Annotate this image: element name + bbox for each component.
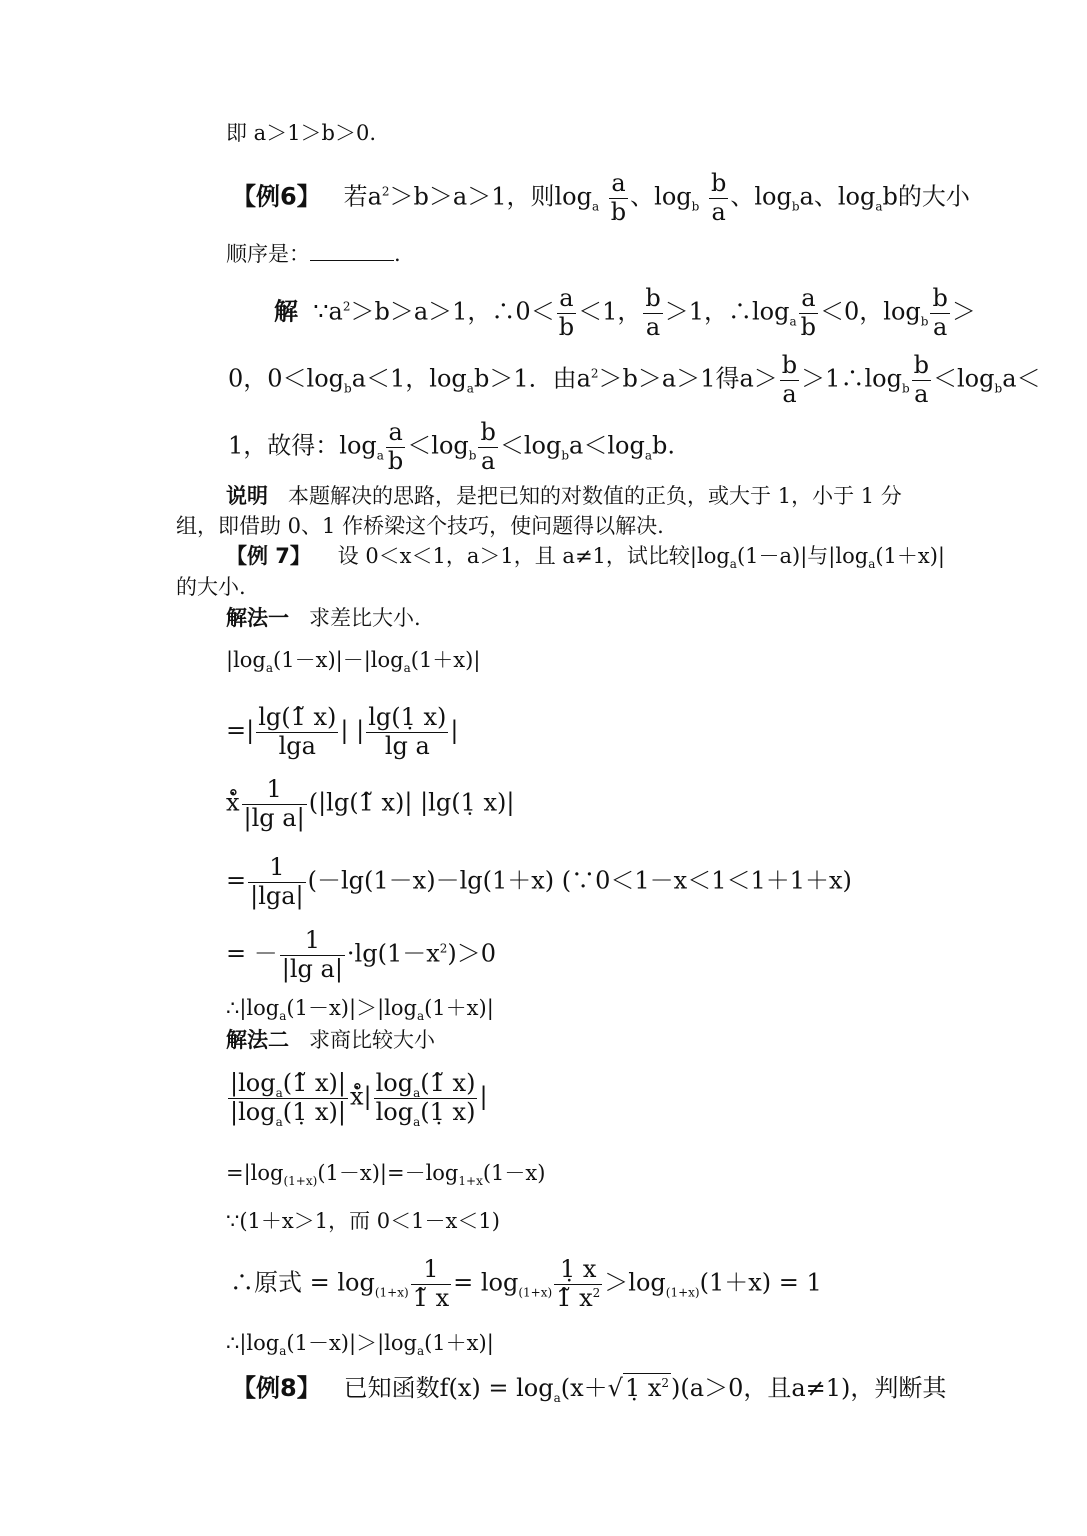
- solution-label: 解: [274, 297, 298, 326]
- method-1-expr-5: = － $\frac{1}{\text{|lg a|}}$ $\cdot\lg(1-x^2)>0$: [226, 926, 497, 983]
- answer-blank: [310, 244, 394, 261]
- sqrt-sign-icon: √: [607, 1374, 623, 1402]
- method-2-reason: ∵(1＋x＞1，而 0＜1－x＜1): [226, 1209, 500, 1233]
- example-7-statement: 【例 7】 设 0＜x＜1，a＞1，且 a≠1，试比较$|\log_a(1-a)|$与$|\log_a(1+x)|$: [226, 544, 946, 572]
- method-1-label: 解法一: [226, 606, 289, 630]
- method-1-expr-1: $|\log_a(1-x)|-|\log_a(1+x)|$: [226, 648, 481, 676]
- example-7-line-2: 的大小.: [176, 575, 246, 599]
- method-1-heading: 解法一 求差比大小.: [226, 606, 421, 630]
- fraction-a-over-b: $\frac{a}{b}$: [610, 169, 627, 226]
- method-2-conclusion: $\therefore|\log_a(1-x)|>|\log_a(1+x)|$: [226, 1331, 494, 1359]
- example-6-label: 【例6】: [232, 182, 321, 211]
- example-6-statement: 【例6】 若$a^2>b>a>1$，则$\log_a$ $\frac{a}{b}$ 、$\log_b$ $\frac{b}{a}$ 、$\log_ba$、$\log_ab$的大小: [232, 169, 970, 226]
- note-label: 说明: [226, 484, 268, 508]
- note-line-1: 说明 本题解决的思路，是把已知的对数值的正负，或大于 1，小于 1 分: [226, 484, 902, 508]
- example-8-statement: 【例8】 已知函数$f(x) = \log_a(x+√1̣$ $x^2)(a>0$，且a≠1)，判断其: [232, 1374, 947, 1405]
- method-2-label: 解法二: [226, 1028, 289, 1052]
- method-1-expr-3: ẋ̊ $\frac{1}{\text{|lg a|}}$ (|lg(1̃ x)| |lg(1̣ x)|: [226, 775, 515, 832]
- fraction-b-over-a: $\frac{b}{a}$: [710, 169, 727, 226]
- text-line-1: 即 a＞1＞b＞0.: [226, 121, 377, 145]
- method-2-expr-2: $=|\log_{(1+x)}(1-x)|=-\log_{1+x}(1-x)$: [226, 1161, 546, 1189]
- method-1-expr-2: =| $\frac{\lg(1̃ x)}{\lg a}$ | | $\frac{\lg(1̣ x)}{\text{lg a}}$ |: [226, 703, 459, 760]
- method-1-expr-4: = $\frac{1}{|\lg a|}$ (－lg(1－x)－lg(1＋x) (∵0＜1－x＜1＜1＋1＋x): [226, 853, 852, 910]
- solution-6-line-2: 0，$0<\log_ba<1$，$\log_ab>1$．由$a^2>b>a>1$得a＞ $\frac{b}{a}$ $>1\therefore\log_b$ $\frac{b}{a}$ $<\log_ba<$: [228, 351, 1041, 408]
- solution-6-line-1: 解 $\because a^2>b>a>1$，∴0＜ $\frac{a}{b}$ ＜1， $\frac{b}{a}$ ＞1，$\therefore\log_a$ $\frac{a}{b}$ ＜0，$\log_b$ $\frac{b}{a}$ ＞: [274, 284, 976, 341]
- example-7-label: 【例 7】: [226, 544, 311, 568]
- example-6-order-line: 顺序是： .: [226, 242, 401, 266]
- method-2-expr-1: $\frac{|\log_a(1̃ x)|}{|\log_a(1̣ x)|}$ ẋ̊| $\frac{\log_a(1̃ x)}{\log_a(1̣ x)}$ |: [230, 1069, 488, 1129]
- note-line-2: 组，即借助 0、1 作桥梁这个技巧，使问题得以解决.: [176, 514, 664, 538]
- solution-6-line-3: 1，故得：$\log_a$ $\frac{a}{b}$ $<\log_b$ $\frac{b}{a}$ $<\log_ba<\log_ab$.: [228, 418, 675, 475]
- method-2-expr-3: ∴原式 = $\log_{(1+x)}$ $\frac{1}{1̃ x}$ = $\log_{(1+x)}$ $\frac{1̣ x}{1̃ x^2}$ $>\log_{(1+x)}(1+x) = 1$: [230, 1255, 822, 1312]
- method-1-conclusion: $\therefore|\log_a(1-x)|>|\log_a(1+x)|$: [226, 996, 494, 1024]
- method-2-heading: 解法二 求商比较大小: [226, 1028, 436, 1052]
- example-8-label: 【例8】: [232, 1374, 321, 1402]
